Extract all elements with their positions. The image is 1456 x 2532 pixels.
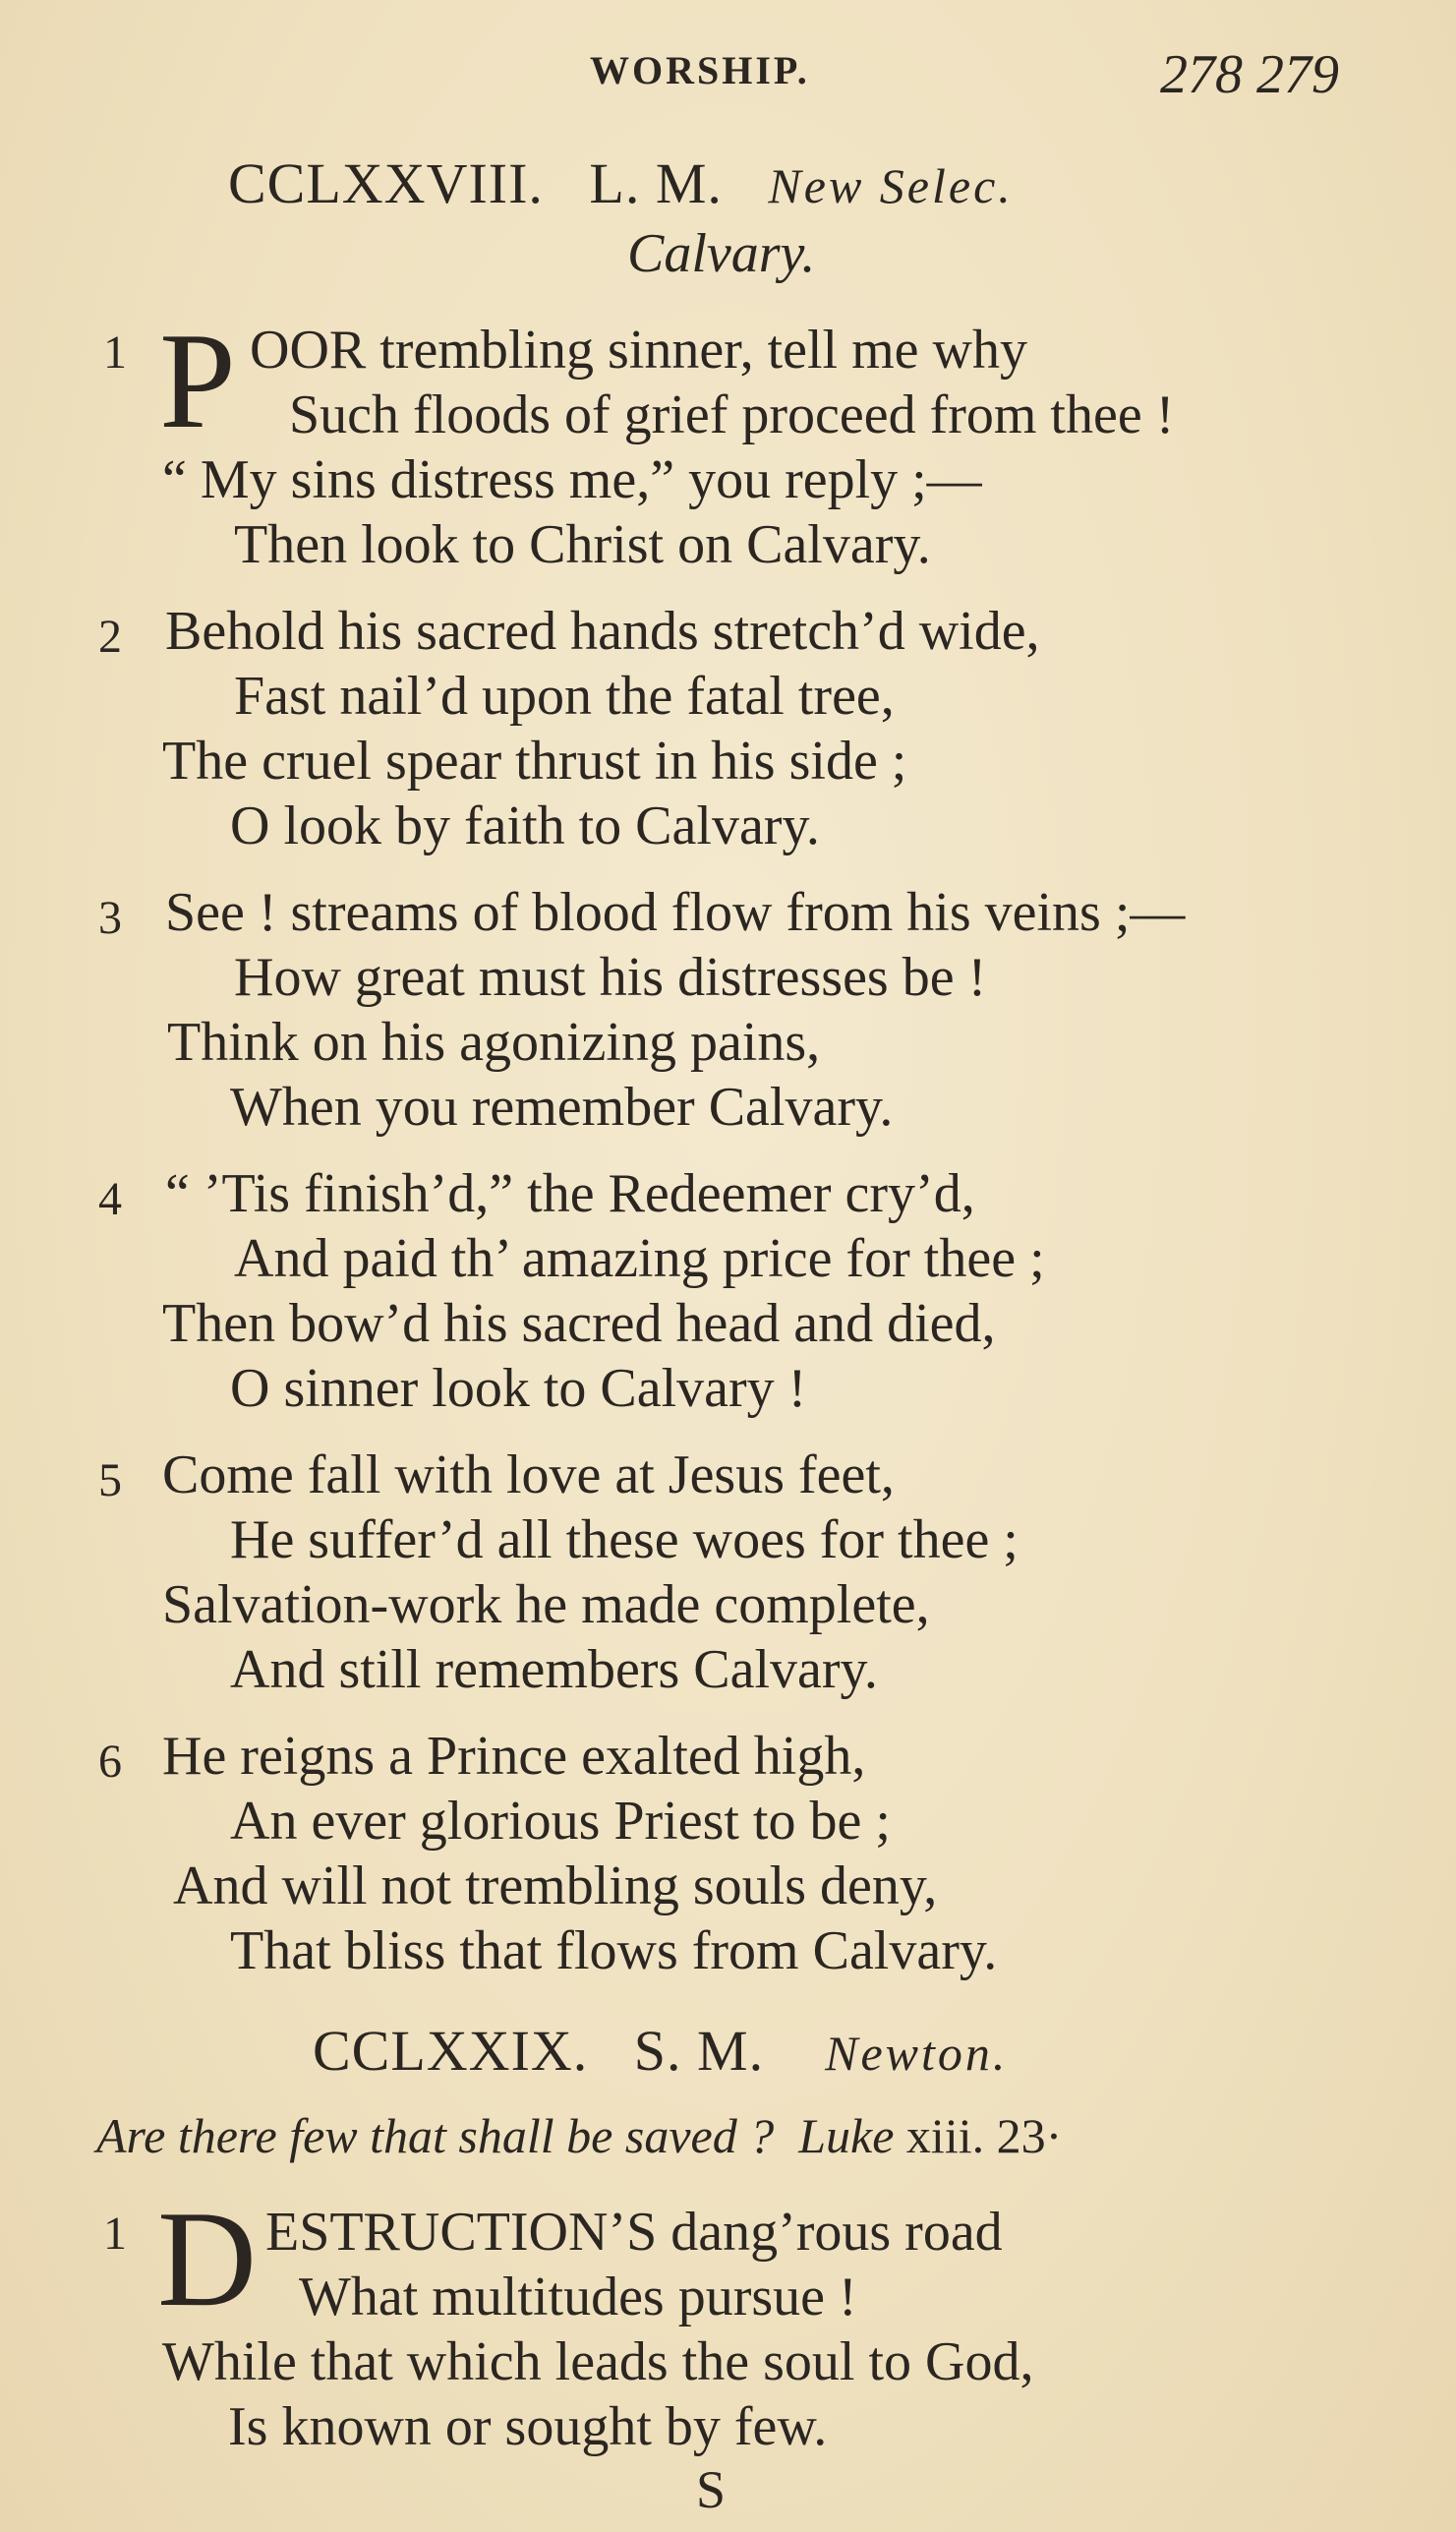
verse-line: What multitudes pursue ! — [299, 2267, 857, 2327]
verse-line: Then bow’d his sacred head and died, — [162, 1293, 996, 1354]
verse-line: “ My sins distress me,” you reply ;— — [162, 449, 982, 510]
hymn-tune: Newton. — [825, 2026, 1009, 2081]
hymn-heading — [313, 2019, 1009, 2083]
hymn-tune: New Selec. — [768, 158, 1014, 213]
verse-line: Think on his agonizing pains, — [167, 1012, 821, 1073]
verse-line: ESTRUCTION’S dang’rous road — [265, 2202, 1003, 2263]
hymn-title: Calvary. — [627, 223, 816, 284]
verse-line: Come fall with love at Jesus feet, — [162, 1444, 895, 1505]
hymn-meter: S. M. — [633, 2019, 765, 2083]
running-title: WORSHIP. — [590, 48, 810, 92]
scripture-text: Are there few that shall be saved ? — [96, 2108, 775, 2163]
verse-line: Behold his sacred hands stretch’d wide, — [165, 601, 1040, 662]
verse-line: See ! streams of blood flow from his veins ;— — [165, 882, 1186, 943]
hymn-number: CCLXXVIII. — [228, 151, 544, 215]
verse-line: Then look to Christ on Calvary. — [234, 514, 931, 575]
verse-line: That bliss that flows from Calvary. — [230, 1920, 998, 1981]
stanza-number: 2 — [98, 611, 122, 663]
verse-line: How great must his distresses be ! — [234, 947, 987, 1008]
verse-line: While that which leads the soul to God, — [162, 2331, 1034, 2392]
hymn-heading — [228, 151, 1014, 215]
hymn-meter: L. M. — [589, 151, 723, 215]
verse-line: Salvation-work he made complete, — [162, 1574, 930, 1635]
stanza-number: 1 — [103, 326, 127, 379]
stanza-number: 3 — [98, 892, 122, 944]
stanza-number: 6 — [98, 1736, 122, 1788]
drop-cap: D — [157, 2183, 258, 2335]
verse-line: He suffer’d all these woes for thee ; — [230, 1509, 1019, 1570]
verse-line: He reigns a Prince exalted high, — [162, 1726, 866, 1787]
verse-line: When you remember Calvary. — [230, 1077, 894, 1138]
verse-line: Fast nail’d upon the fatal tree, — [234, 666, 895, 727]
verse-line: O sinner look to Calvary ! — [230, 1358, 807, 1419]
verse-line: And still remembers Calvary. — [230, 1639, 878, 1700]
scripture-reference: xiii. 23· — [905, 2108, 1063, 2163]
verse-line: The cruel spear thrust in his side ; — [162, 731, 907, 792]
hymn-number: CCLXXIX. — [313, 2019, 589, 2083]
verse-line: And paid th’ amazing price for thee ; — [234, 1228, 1045, 1289]
signature-mark: S — [696, 2460, 727, 2519]
page-numbers: 278 279 — [1160, 44, 1339, 105]
stanza-number: 5 — [98, 1454, 122, 1506]
stanza-number: 1 — [103, 2208, 127, 2260]
verse-line: “ ’Tis finish’d,” the Redeemer cry’d, — [165, 1163, 975, 1224]
drop-cap: P — [159, 305, 236, 457]
verse-line: An ever glorious Priest to be ; — [230, 1791, 891, 1852]
verse-line: O look by faith to Calvary. — [230, 795, 820, 856]
verse-line: Is known or sought by few. — [228, 2396, 828, 2457]
verse-line: And will not trembling souls deny, — [173, 1855, 938, 1916]
scripture-epigraph — [96, 2108, 1063, 2163]
verse-line: OOR trembling sinner, tell me why — [250, 320, 1027, 381]
verse-line: Such floods of grief proceed from thee ! — [289, 384, 1175, 445]
stanza-number: 4 — [98, 1173, 122, 1225]
scripture-book: Luke — [798, 2108, 895, 2163]
